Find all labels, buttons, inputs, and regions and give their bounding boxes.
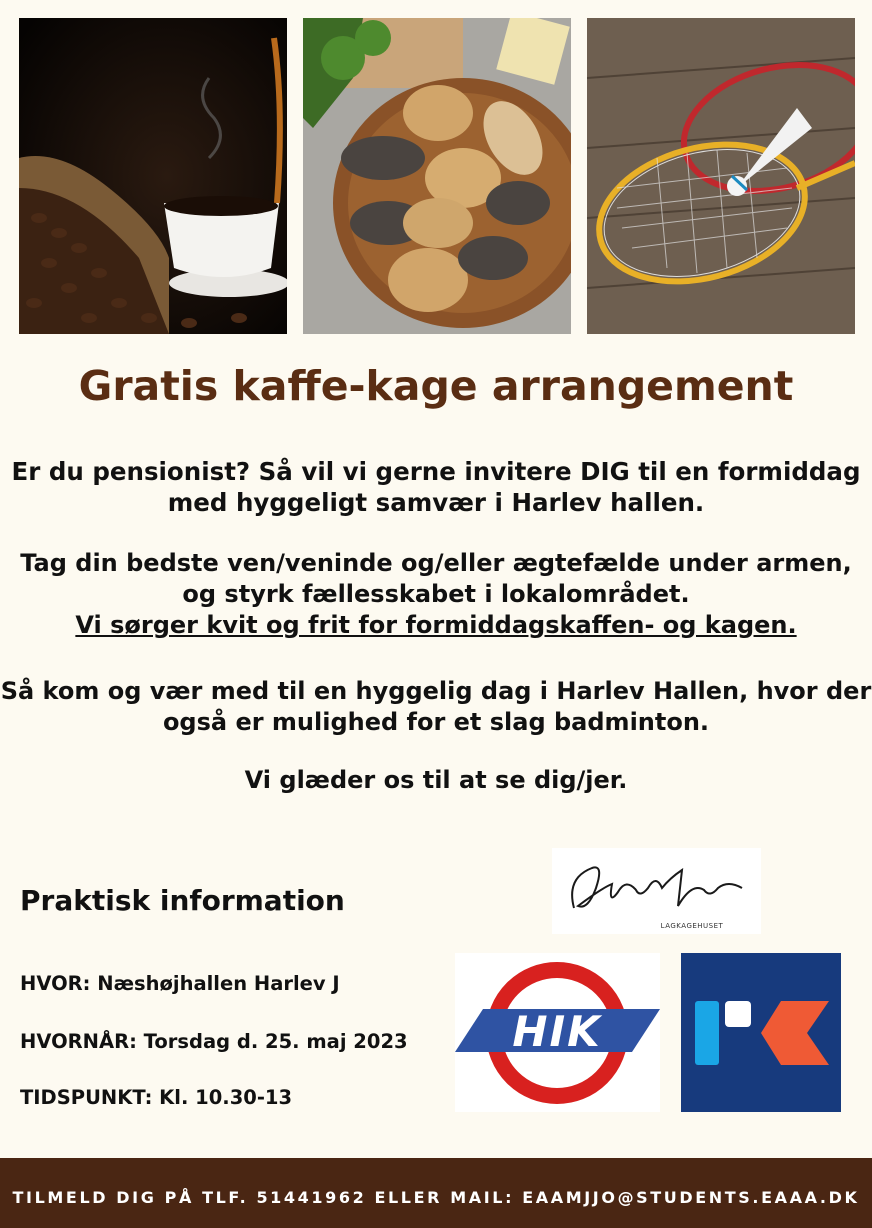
info-when: HVORNÅR: Torsdag d. 25. maj 2023 xyxy=(20,1030,408,1053)
bread-rolls-icon xyxy=(303,18,571,334)
closing-paragraph: Vi glæder os til at se dig/jer. xyxy=(244,766,628,794)
badminton-icon xyxy=(587,18,855,334)
hik-logo xyxy=(455,953,660,1112)
invite-line-2: og styrk fællesskabet i lokalområdet. xyxy=(182,580,690,608)
intro-line-2: med hyggeligt samvær i Harlev hallen. xyxy=(167,488,705,517)
bread-photo xyxy=(303,18,571,334)
svg-text:LAGKAGEHUSET: LAGKAGEHUSET xyxy=(660,922,724,930)
info-time: TIDSPUNKT: Kl. 10.30-13 xyxy=(20,1086,293,1109)
intro-line-1: Er du pensionist? Så vil vi gerne invitere DIG til en formiddag xyxy=(11,457,861,486)
practical-info-heading: Praktisk information xyxy=(20,884,345,917)
k-brand-logo-icon xyxy=(681,953,841,1112)
coffee-cup-icon xyxy=(19,18,287,334)
badminton-photo xyxy=(587,18,855,334)
badminton-line-2: også er mulighed for et slag badminton. xyxy=(162,708,710,736)
lagkagehuset-logo xyxy=(552,848,761,934)
signup-contact: TILMELD DIG PÅ TLF. 51441962 ELLER MAIL: EAAMJJO@STUDENTS.EAAA.DK xyxy=(12,1188,860,1207)
intro-paragraph xyxy=(0,456,872,518)
lagkagehuset-signature-icon xyxy=(552,848,761,934)
svg-text:HIK: HIK xyxy=(512,1007,602,1056)
event-title: Gratis kaffe-kage arrangement xyxy=(78,362,794,410)
k-brand-logo xyxy=(681,953,841,1112)
invite-paragraph xyxy=(0,548,872,641)
invite-line-1: Tag din bedste ven/veninde og/eller ægtefælde under armen, xyxy=(20,549,852,577)
badminton-line-1: Så kom og vær med til en hyggelig dag i Harlev Hallen, hvor der xyxy=(0,677,872,705)
badminton-paragraph xyxy=(0,676,872,738)
footer-bar xyxy=(0,1158,872,1228)
info-where: HVOR: Næshøjhallen Harlev J xyxy=(20,972,340,995)
hik-logo-icon xyxy=(455,953,660,1112)
free-coffee-note: Vi sørger kvit og frit for formiddagskaffen- og kagen. xyxy=(75,611,797,639)
coffee-photo xyxy=(19,18,287,334)
